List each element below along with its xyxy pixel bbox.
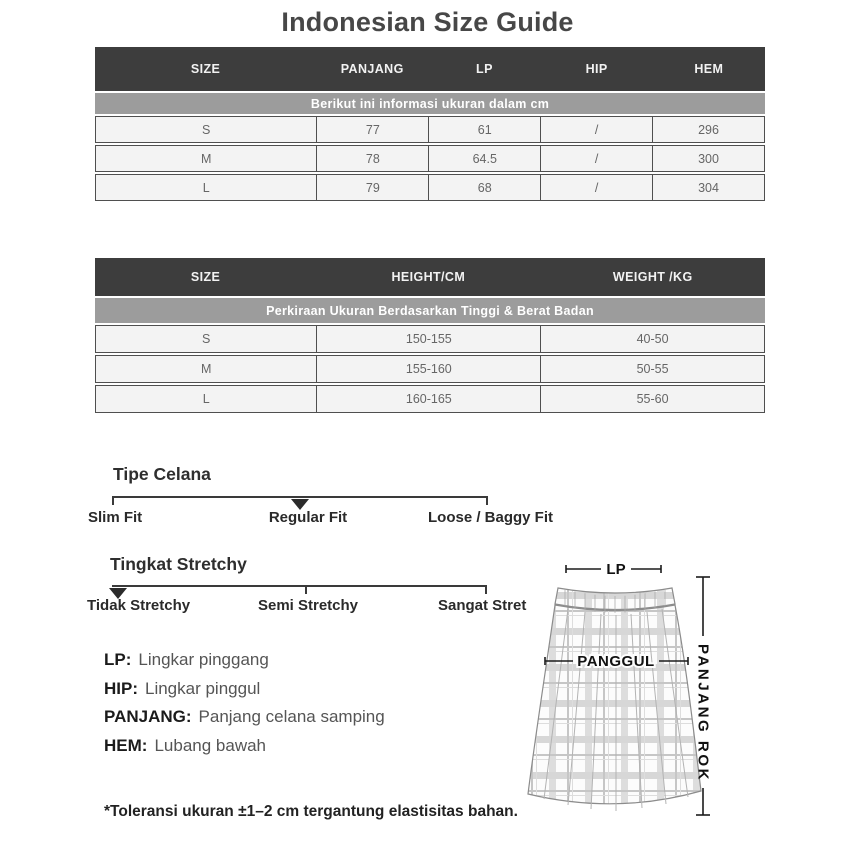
table-cell: 155-160	[316, 356, 540, 382]
table-cell: 150-155	[316, 326, 540, 352]
table-cell: 61	[428, 117, 540, 142]
measurement-legend	[104, 646, 385, 760]
table-cell: L	[202, 180, 210, 195]
fit-scale-title: Tipe Celana	[113, 464, 211, 484]
table-cell: M	[201, 151, 212, 166]
legend-desc: Lingkar pinggang	[138, 650, 269, 669]
legend-item	[104, 675, 385, 704]
fit-scale-track	[112, 496, 488, 504]
column-header: PANJANG	[340, 62, 404, 76]
table-cell: 300	[652, 146, 764, 171]
size-table-header-row	[95, 47, 765, 91]
table-cell: L	[202, 392, 210, 406]
body-size-table	[95, 258, 765, 413]
column-header: HEIGHT/CM	[391, 270, 466, 284]
table-cell: 296	[652, 117, 764, 142]
scale-end-tick	[486, 498, 488, 505]
table-row	[95, 355, 765, 383]
table-cell: /	[540, 117, 652, 142]
table-row	[95, 174, 765, 201]
legend-term: HIP:	[104, 678, 138, 698]
table-row	[95, 385, 765, 413]
legend-term: LP:	[104, 650, 132, 669]
tolerance-footnote: *Toleransi ukuran ±1–2 cm tergantung elastisitas bahan.	[104, 803, 518, 820]
scale-end-tick	[485, 587, 487, 594]
scale-mid-tick	[305, 587, 307, 594]
table-row	[95, 325, 765, 353]
scale-end-tick	[112, 498, 114, 505]
body-table-header-row	[95, 258, 765, 296]
legend-item	[104, 732, 385, 761]
stretch-scale-track	[112, 585, 487, 593]
table-cell: 78	[316, 146, 428, 171]
table-cell: 68	[428, 175, 540, 200]
stretch-scale-title: Tingkat Stretchy	[110, 554, 247, 574]
table-cell: 50-55	[540, 356, 764, 382]
fit-scale-label-slim: Slim Fit	[88, 509, 143, 526]
legend-item	[104, 703, 385, 732]
fit-scale-label-regular: Regular Fit	[268, 509, 348, 526]
size-measurement-table	[95, 47, 765, 201]
hip-dim-label: PANGGUL	[577, 653, 655, 670]
page-title: Indonesian Size Guide	[281, 7, 574, 37]
table-cell: M	[201, 362, 212, 376]
table-cell: 55-60	[540, 386, 764, 412]
legend-desc: Lubang bawah	[154, 735, 266, 755]
table-cell: S	[202, 122, 211, 137]
table-cell: 304	[652, 175, 764, 200]
stretch-scale-label-semi: Semi Stretchy	[257, 597, 359, 614]
table-cell: /	[540, 175, 652, 200]
legend-term: HEM:	[104, 735, 148, 755]
table-cell: 64.5	[428, 146, 540, 171]
column-header: HEM	[694, 62, 724, 76]
column-header: WEIGHT /KG	[612, 270, 693, 284]
body-table-subtitle: Perkiraan Ukuran Berdasarkan Tinggi & Berat Badan	[95, 298, 765, 323]
table-row	[95, 116, 765, 143]
fit-scale-label-loose: Loose / Baggy Fit	[428, 509, 554, 526]
legend-item	[104, 646, 385, 675]
column-header: HIP	[585, 62, 608, 76]
table-cell: 160-165	[316, 386, 540, 412]
table-cell: 77	[316, 117, 428, 142]
length-dim-label: PANJANG ROK	[694, 644, 712, 782]
legend-desc: Lingkar pinggul	[145, 678, 261, 698]
table-cell: /	[540, 146, 652, 171]
skirt-diagram	[505, 548, 855, 838]
legend-term: PANJANG:	[104, 707, 192, 726]
waist-dim-label: LP	[606, 561, 626, 578]
legend-desc: Panjang celana samping	[198, 707, 385, 726]
table-cell: 79	[316, 175, 428, 200]
table-cell: 40-50	[540, 326, 764, 352]
column-header: LP	[476, 62, 493, 76]
column-header: SIZE	[190, 270, 221, 284]
size-table-subtitle: Berikut ini informasi ukuran dalam cm	[95, 93, 765, 114]
column-header: SIZE	[190, 62, 221, 76]
table-cell: S	[202, 332, 211, 346]
table-row	[95, 145, 765, 172]
stretch-scale-label-high: Sangat Stret	[438, 597, 527, 614]
stretch-scale-label-none: Tidak Stretchy	[87, 597, 191, 614]
